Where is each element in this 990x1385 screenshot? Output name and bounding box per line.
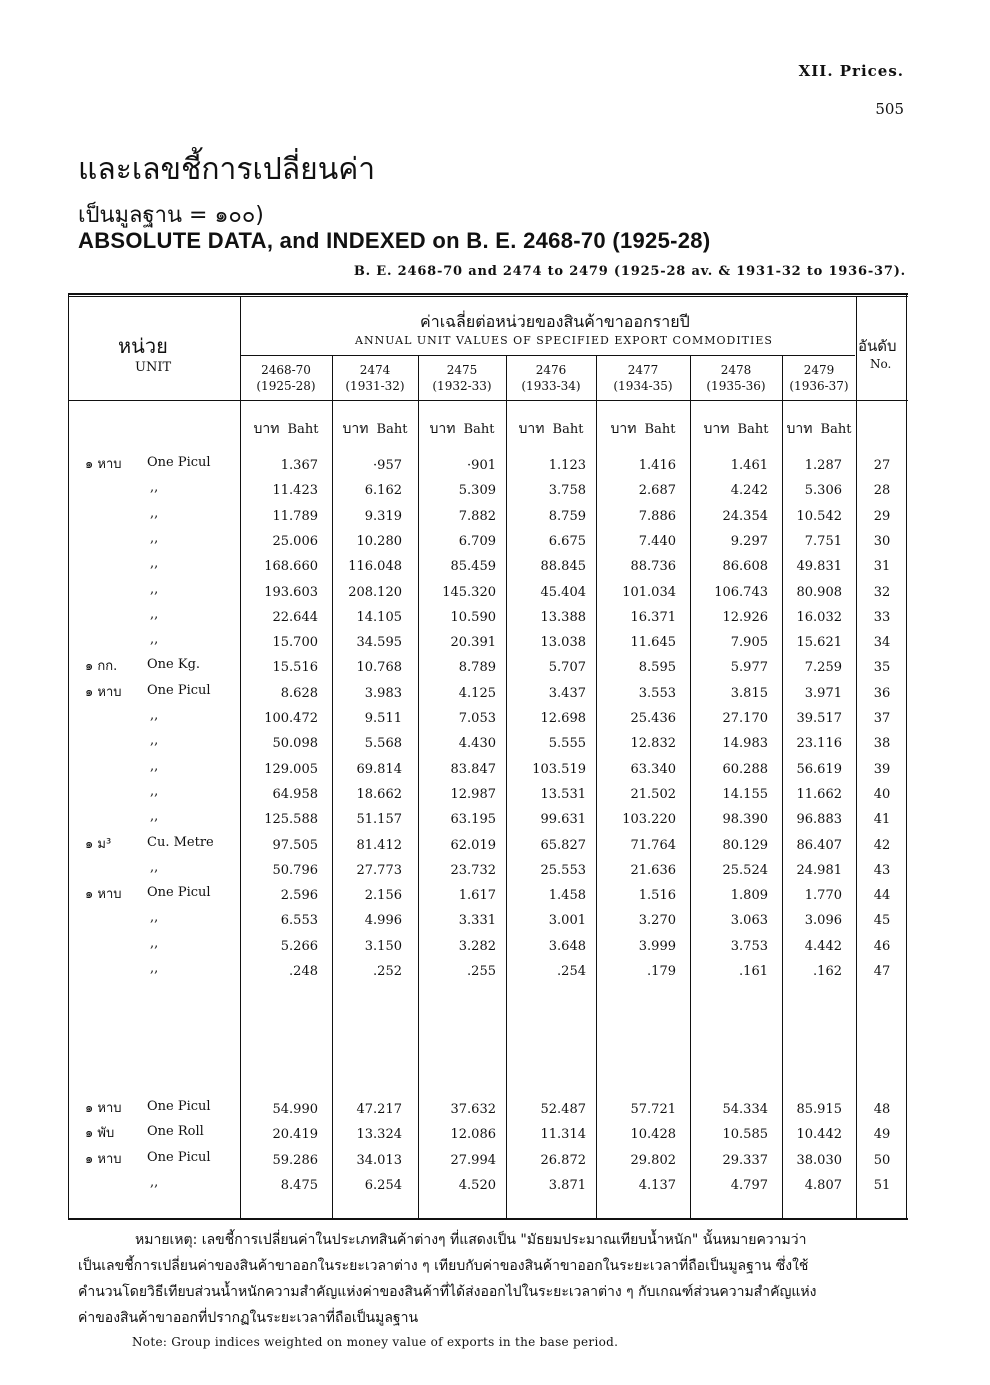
currency-thai: บาท [518, 421, 545, 437]
value-cell: 9.511 [364, 711, 402, 726]
value-cell: 10.542 [796, 508, 842, 524]
currency-header-cell [330, 418, 420, 440]
unit-english: ,, [150, 530, 159, 546]
table-top-rule [68, 293, 908, 295]
rank-header-thai: อันดับ [858, 337, 897, 355]
rank-number: 51 [873, 1177, 891, 1193]
rank-number: 32 [873, 584, 891, 600]
value-cell: 1.617 [458, 888, 496, 904]
value-cell: 54.990 [272, 1102, 318, 1117]
value-cell: 54.334 [722, 1102, 768, 1117]
value-cell: 7.886 [638, 508, 676, 524]
value-cell: 4.137 [638, 1177, 676, 1193]
rank-number: 40 [873, 786, 891, 802]
value-cell: 4.242 [730, 483, 768, 499]
value-cell: 16.371 [630, 609, 676, 625]
table-top-rule-inner [68, 296, 908, 297]
value-cell: 24.981 [796, 862, 842, 878]
table-bottom-rule [68, 1218, 908, 1220]
rank-number: 27 [873, 458, 891, 473]
value-cell: 38.030 [796, 1152, 842, 1168]
currency-header-cell [774, 418, 864, 440]
unit-header-thai: หน่วย [118, 334, 168, 358]
unit-english: One Picul [147, 1149, 211, 1165]
value-cell: 86.608 [722, 559, 768, 575]
value-cell: 85.915 [796, 1102, 842, 1117]
value-cell: 8.628 [280, 685, 318, 701]
value-cell: 51.157 [356, 812, 402, 828]
value-cell: 29.337 [722, 1152, 768, 1168]
value-cell: 5.568 [364, 736, 402, 752]
unit-thai: ๑ หาบ [85, 1151, 122, 1167]
year-header-cell [774, 362, 864, 394]
value-cell: 47.217 [356, 1102, 402, 1117]
value-cell: 12.086 [450, 1127, 496, 1143]
title-english: ABSOLUTE DATA, and INDEXED on B. E. 2468-70 (1925-28) [78, 228, 711, 253]
value-cell: 21.636 [630, 862, 676, 878]
value-cell: 63.340 [630, 761, 676, 777]
currency-english: Baht [737, 422, 769, 437]
value-cell: 86.407 [796, 837, 842, 853]
value-cell: 1.416 [638, 458, 676, 473]
value-cell: 9.297 [730, 533, 768, 549]
note-thai-line1: หมายเหตุ: เลขชี้การเปลี่ยนค่าในประเภทสินค้าต่างๆ ที่แสดงเป็น "มัธยมประมาณเทียบน้ำหนัก" นั้นหมายความว่า [135, 1232, 807, 1248]
value-cell: 25.524 [722, 862, 768, 878]
year-ad: (1936-37) [789, 379, 849, 393]
title-thai-line1: และเลขชี้การเปลี่ยนค่า [78, 152, 376, 187]
value-cell: 7.751 [804, 533, 842, 549]
value-cell: 50.098 [272, 736, 318, 752]
unit-thai: ๑ หาบ [85, 887, 122, 903]
group-header-thai: ค่าเฉลี่ยต่อหน่วยของสินค้าขาออกรายปี [420, 312, 690, 331]
value-cell: 23.732 [450, 862, 496, 878]
value-cell: 57.721 [630, 1102, 676, 1117]
unit-english: ,, [150, 859, 159, 875]
currency-header-cell [241, 418, 331, 440]
rank-number: 47 [873, 964, 891, 979]
value-cell: 3.753 [730, 938, 768, 954]
value-cell: 20.391 [450, 635, 496, 651]
title-thai-line2: เป็นมูลฐาน = ๑๐๐) [78, 203, 264, 228]
value-cell: 15.700 [272, 635, 318, 651]
value-cell: 2.687 [638, 483, 676, 499]
value-cell: 21.502 [630, 786, 676, 802]
value-cell: 3.983 [364, 685, 402, 701]
year-be: 2478 [720, 363, 752, 377]
value-cell: 103.519 [532, 761, 586, 777]
rank-number: 46 [873, 938, 891, 954]
value-cell: 3.270 [638, 913, 676, 929]
rank-number: 28 [873, 483, 891, 499]
value-cell: 6.709 [458, 533, 496, 549]
rank-number: 49 [873, 1127, 891, 1143]
value-cell: 7.882 [458, 508, 496, 524]
value-cell: 4.996 [364, 913, 402, 929]
unit-english: ,, [150, 556, 159, 572]
currency-english: Baht [287, 422, 319, 437]
value-cell: 12.926 [722, 609, 768, 625]
year-be: 2474 [359, 363, 391, 377]
value-cell: 3.815 [730, 685, 768, 701]
value-cell: 12.698 [540, 711, 586, 726]
value-cell: 97.505 [272, 837, 318, 853]
unit-thai: ๑ กก. [85, 659, 118, 675]
value-cell: 13.324 [356, 1127, 402, 1143]
subtitle-period: B. E. 2468-70 and 2474 to 2479 (1925-28 av. & 1931-32 to 1936-37). [353, 264, 906, 279]
value-cell: 29.802 [630, 1152, 676, 1168]
year-be: 2475 [446, 363, 478, 377]
value-cell: 52.487 [540, 1102, 586, 1117]
value-cell: 14.155 [722, 786, 768, 802]
note-thai-line2: เป็นเลขชี้การเปลี่ยนค่าของสินค้าขาออกในระยะเวลาต่าง ๆ เทียบกับค่าของสินค้าขาออกในระยะเวลาที่ถือเป็นมูลฐาน ซึ่งใช้ [78, 1258, 809, 1274]
value-cell: 39.517 [796, 711, 842, 726]
currency-thai: บาท [342, 421, 369, 437]
value-cell: 6.553 [280, 913, 318, 929]
value-cell: 11.314 [540, 1127, 586, 1143]
unit-english: One Kg. [147, 657, 201, 673]
value-cell: 10.585 [722, 1127, 768, 1143]
value-cell: 3.282 [458, 938, 496, 954]
value-cell: 5.266 [280, 938, 318, 954]
rank-number: 48 [873, 1102, 891, 1117]
value-cell: 1.458 [548, 888, 586, 904]
year-ad: (1933-34) [521, 379, 581, 393]
year-ad: (1925-28) [256, 379, 316, 393]
value-cell: 27.994 [450, 1152, 496, 1168]
currency-english: Baht [463, 422, 495, 437]
currency-english: Baht [644, 422, 676, 437]
value-cell: 71.764 [630, 837, 676, 853]
value-cell: 7.053 [458, 711, 496, 726]
value-cell: 129.005 [264, 761, 318, 777]
value-cell: 15.516 [272, 660, 318, 676]
value-cell: 3.758 [548, 483, 586, 499]
value-cell: 1.770 [804, 888, 842, 904]
value-cell: 23.116 [796, 736, 842, 752]
rank-number: 29 [873, 508, 891, 524]
value-cell: .252 [373, 964, 402, 979]
value-cell: 60.288 [722, 761, 768, 777]
value-cell: 69.814 [356, 761, 402, 777]
value-cell: 106.743 [714, 584, 768, 600]
value-cell: 208.120 [348, 584, 402, 600]
value-cell: 12.987 [450, 786, 496, 802]
currency-english: Baht [820, 422, 852, 437]
value-cell: 27.170 [722, 711, 768, 726]
value-cell: 13.531 [540, 786, 586, 802]
value-cell: 8.759 [548, 508, 586, 524]
unit-english: ,, [150, 783, 159, 799]
year-header-cell [506, 362, 596, 394]
value-cell: 25.436 [630, 711, 676, 726]
year-header-cell [598, 362, 688, 394]
value-cell: 10.428 [630, 1127, 676, 1143]
value-cell: 6.675 [548, 533, 586, 549]
year-ad: (1935-36) [706, 379, 766, 393]
value-cell: 34.013 [356, 1152, 402, 1168]
value-cell: 4.430 [458, 736, 496, 752]
value-cell: .254 [557, 964, 586, 979]
value-cell: 2.596 [280, 888, 318, 904]
unit-thai: ๑ หาบ [85, 1101, 122, 1116]
currency-english: Baht [376, 422, 408, 437]
unit-english: ,, [150, 581, 159, 597]
value-cell: 85.459 [450, 559, 496, 575]
value-cell: 56.619 [796, 761, 842, 777]
value-cell: 7.440 [638, 533, 676, 549]
value-cell: 5.306 [804, 483, 842, 499]
value-cell: 13.388 [540, 609, 586, 625]
rank-number: 43 [873, 862, 891, 878]
value-cell: 49.831 [796, 559, 842, 575]
year-ad: (1931-32) [345, 379, 405, 393]
value-cell: 10.442 [796, 1127, 842, 1143]
rank-number: 37 [873, 711, 891, 726]
year-ad: (1934-35) [613, 379, 673, 393]
value-cell: 14.105 [356, 609, 402, 625]
rank-number: 31 [873, 559, 891, 575]
value-cell: 4.442 [804, 938, 842, 954]
year-ad: (1932-33) [432, 379, 492, 393]
value-cell: 96.883 [796, 812, 842, 828]
value-cell: 193.603 [264, 584, 318, 600]
currency-header-cell [691, 418, 781, 440]
rank-number: 45 [873, 913, 891, 929]
value-cell: ·901 [467, 458, 496, 473]
unit-english: One Picul [147, 885, 211, 901]
note-english: Note: Group indices weighted on money value of exports in the base period. [132, 1335, 619, 1349]
value-cell: 50.796 [272, 862, 318, 878]
value-cell: 64.958 [272, 786, 318, 802]
unit-english: ,, [150, 809, 159, 825]
value-cell: 16.032 [796, 609, 842, 625]
value-cell: 1.516 [638, 888, 676, 904]
value-cell: 100.472 [264, 711, 318, 726]
value-cell: 4.807 [804, 1177, 842, 1193]
table-left-border [68, 293, 69, 1218]
year-be: 2476 [535, 363, 567, 377]
value-cell: 26.872 [540, 1152, 586, 1168]
unit-english: ,, [150, 935, 159, 951]
table-right-border [906, 293, 907, 1218]
value-cell: 5.555 [548, 736, 586, 752]
value-cell: 12.832 [630, 736, 676, 752]
value-cell: 80.129 [722, 837, 768, 853]
group-header-english: ANNUAL UNIT VALUES OF SPECIFIED EXPORT COMMODITIES [355, 334, 773, 347]
value-cell: 14.983 [722, 736, 768, 752]
unit-english: ,, [150, 632, 159, 648]
value-cell: 3.648 [548, 938, 586, 954]
rank-number: 41 [873, 812, 891, 828]
year-header-cell [330, 362, 420, 394]
value-cell: 25.006 [272, 533, 318, 549]
value-cell: 11.645 [630, 635, 676, 651]
year-header-cell [241, 362, 331, 394]
unit-english: One Picul [147, 1099, 211, 1114]
value-cell: 5.309 [458, 483, 496, 499]
year-be: 2477 [627, 363, 659, 377]
value-cell: 168.660 [264, 559, 318, 575]
rank-number: 34 [873, 635, 891, 651]
value-cell: 11.789 [272, 508, 318, 524]
value-cell: .161 [739, 964, 768, 979]
value-cell: 27.773 [356, 862, 402, 878]
unit-english: ,, [150, 505, 159, 521]
value-cell: 98.390 [722, 812, 768, 828]
currency-thai: บาท [610, 421, 637, 437]
value-cell: 3.871 [548, 1177, 586, 1193]
value-cell: 3.150 [364, 938, 402, 954]
value-cell: 1.461 [730, 458, 768, 473]
unit-english: ,, [150, 480, 159, 496]
value-cell: 63.195 [450, 812, 496, 828]
rank-number: 50 [873, 1152, 891, 1168]
note-thai-line4: ค่าของสินค้าขาออกที่ปรากฏในระยะเวลาที่ถือเป็นมูลฐาน [78, 1310, 419, 1326]
value-cell: 59.286 [272, 1152, 318, 1168]
value-cell: 6.254 [364, 1177, 402, 1193]
value-cell: 3.553 [638, 685, 676, 701]
currency-thai: บาท [786, 421, 813, 437]
value-cell: 24.354 [722, 508, 768, 524]
value-cell: 25.553 [540, 862, 586, 878]
unit-thai: ๑ ม³ [85, 836, 112, 852]
value-cell: 1.287 [804, 458, 842, 473]
value-cell: 83.847 [450, 761, 496, 777]
rank-number: 33 [873, 609, 891, 625]
value-cell: 11.662 [796, 786, 842, 802]
value-cell: 125.588 [264, 812, 318, 828]
unit-english: One Roll [147, 1124, 204, 1140]
currency-header-cell [417, 418, 507, 440]
value-cell: 6.162 [364, 483, 402, 499]
value-cell: 13.038 [540, 635, 586, 651]
value-cell: 7.905 [730, 635, 768, 651]
value-cell: .248 [289, 964, 318, 979]
unit-thai: ๑ หาบ [85, 457, 122, 472]
value-cell: 88.736 [630, 559, 676, 575]
value-cell: 37.632 [450, 1102, 496, 1117]
currency-header-cell [506, 418, 596, 440]
value-cell: 62.019 [450, 837, 496, 853]
value-cell: 3.063 [730, 913, 768, 929]
rank-number: 30 [873, 533, 891, 549]
value-cell: 18.662 [356, 786, 402, 802]
unit-header-english: UNIT [135, 360, 172, 375]
value-cell: 3.971 [804, 685, 842, 701]
value-cell: 103.220 [622, 812, 676, 828]
unit-english: ,, [150, 758, 159, 774]
value-cell: 88.845 [540, 559, 586, 575]
value-cell: 116.048 [348, 559, 402, 575]
value-cell: 99.631 [540, 812, 586, 828]
rank-number: 38 [873, 736, 891, 752]
currency-thai: บาท [429, 421, 456, 437]
value-cell: 45.404 [540, 584, 586, 600]
unit-english: ,, [150, 961, 159, 976]
currency-thai: บาท [253, 421, 280, 437]
value-cell: .162 [813, 964, 842, 979]
value-cell: 8.475 [280, 1177, 318, 1193]
unit-english: ,, [150, 1174, 159, 1190]
unit-thai: ๑ พับ [85, 1126, 115, 1142]
value-cell: 80.908 [796, 584, 842, 600]
year-be: 2479 [803, 363, 835, 377]
value-cell: 15.621 [796, 635, 842, 651]
value-cell: 4.797 [730, 1177, 768, 1193]
value-cell: .255 [467, 964, 496, 979]
unit-english: ,, [150, 733, 159, 749]
value-cell: 101.034 [622, 584, 676, 600]
currency-header-cell [598, 418, 688, 440]
value-cell: 22.644 [272, 609, 318, 625]
rank-number: 36 [873, 685, 891, 701]
unit-english: ,, [150, 606, 159, 622]
value-cell: 7.259 [804, 660, 842, 676]
value-cell: 65.827 [540, 837, 586, 853]
unit-english: ,, [150, 910, 159, 926]
value-cell: 20.419 [272, 1127, 318, 1143]
currency-thai: บาท [703, 421, 730, 437]
note-thai-line3: คำนวนโดยวิธีเทียบส่วนน้ำหนักความสำคัญแห่งค่าของสินค้าที่ได้ส่งออกไปในระยะเวลาต่าง ๆ กับเกณฑ์ส่วนความสำคัญแห่ง [78, 1284, 817, 1300]
value-cell: 10.768 [356, 660, 402, 676]
year-header-cell [417, 362, 507, 394]
running-title: XII. Prices. [798, 62, 904, 80]
unit-english: ,, [150, 708, 159, 723]
value-cell: 3.001 [548, 913, 586, 929]
value-cell: 9.319 [364, 508, 402, 524]
value-cell: 8.595 [638, 660, 676, 676]
value-cell: 34.595 [356, 635, 402, 651]
value-cell: 10.280 [356, 533, 402, 549]
page-number: 505 [875, 100, 904, 118]
value-cell: 3.096 [804, 913, 842, 929]
value-cell: 3.331 [458, 913, 496, 929]
value-cell: 1.809 [730, 888, 768, 904]
value-cell: 1.123 [548, 458, 586, 473]
value-cell: ·957 [373, 458, 402, 473]
unit-thai: ๑ หาบ [85, 684, 122, 700]
value-cell: 4.125 [458, 685, 496, 701]
unit-english: One Picul [147, 682, 211, 698]
rank-number: 44 [873, 888, 891, 904]
value-cell: .179 [647, 964, 676, 979]
unit-english: One Picul [147, 455, 211, 470]
currency-english: Baht [552, 422, 584, 437]
rank-number: 35 [873, 660, 891, 676]
value-cell: 1.367 [280, 458, 318, 473]
value-cell: 11.423 [272, 483, 318, 499]
rank-number: 39 [873, 761, 891, 777]
year-be: 2468-70 [261, 363, 311, 377]
value-cell: 2.156 [364, 888, 402, 904]
value-cell: 3.999 [638, 938, 676, 954]
value-cell: 4.520 [458, 1177, 496, 1193]
value-cell: 10.590 [450, 609, 496, 625]
value-cell: 81.412 [356, 837, 402, 853]
year-header-cell [691, 362, 781, 394]
value-cell: 5.977 [730, 660, 768, 676]
value-cell: 3.437 [548, 685, 586, 701]
rank-header-english: No. [870, 357, 892, 371]
value-cell: 145.320 [442, 584, 496, 600]
value-cell: 5.707 [548, 660, 586, 676]
value-cell: 8.789 [458, 660, 496, 676]
rank-number: 42 [873, 837, 891, 853]
unit-english: Cu. Metre [147, 834, 214, 850]
